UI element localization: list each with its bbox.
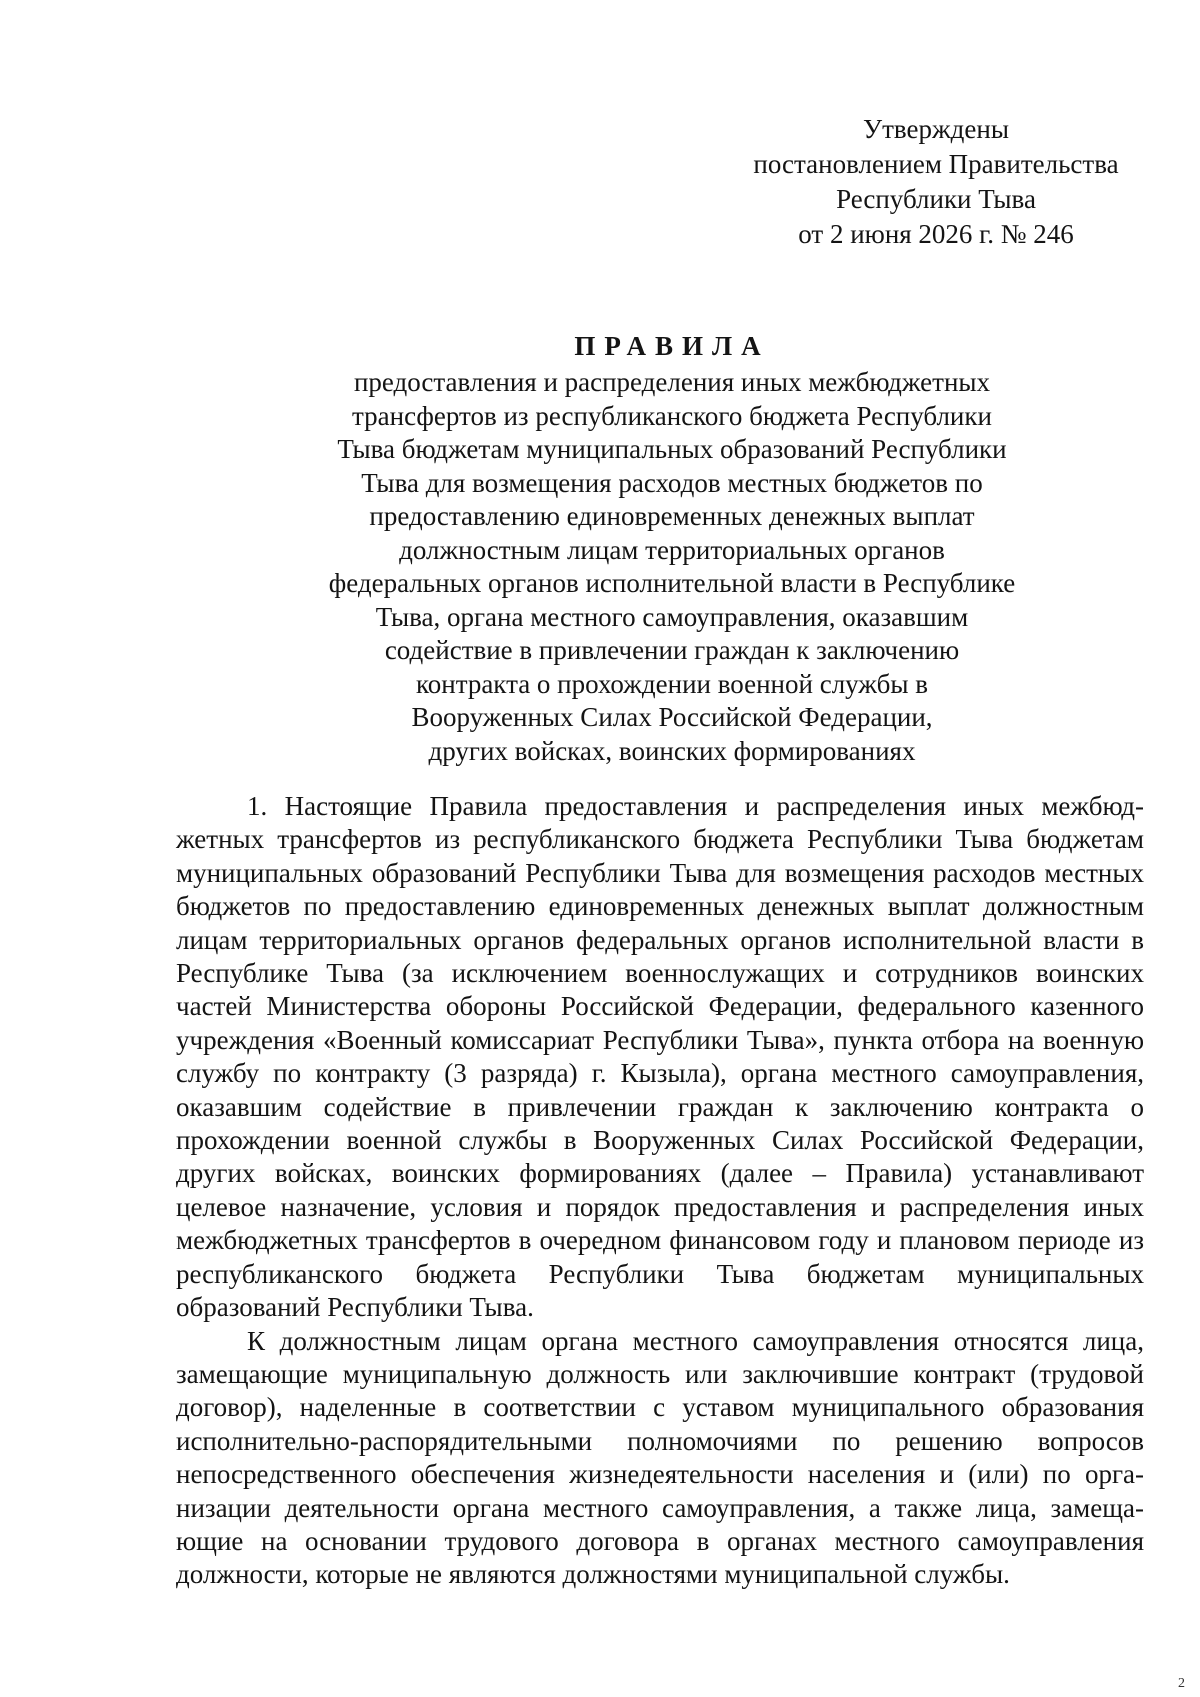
subtitle-line: Вооруженных Силах Российской Федерации,	[411, 702, 933, 732]
subtitle-line: Тыва для возмещения расходов местных бюджетов по	[361, 467, 983, 498]
subtitle-line: контракта о прохождении военной службы в	[416, 668, 928, 699]
subtitle-line: трансфертов из республиканского бюджета Республики	[352, 400, 992, 431]
subtitle-line: Тыва бюджетам муниципальных образований Республики	[337, 434, 1007, 464]
paragraph-2: К должностным лицам органа местного самоуправления относятся лица, замещающие муниципальную должность или заключившие контракт (трудовой договор), наделенные в соответствии с уставом муниципального образования исполнительно-распорядительными полномочиями по решению вопросов непосредственного обеспечения жизнедеятельности населения и (или) по организации деятельности органа местного самоуправления, а также лица, замещающие на основании трудового договора в органах местного самоуправления должности, которые не являются должностями муниципальной службы.	[176, 1325, 1144, 1590]
approval-line-1: Утверждены	[863, 114, 1009, 144]
approval-line-2: постановлением Правительства	[753, 149, 1119, 179]
approval-line-4: от 2 июня 2026 г. № 246	[798, 219, 1074, 249]
paragraph-1: 1. Настоящие Правила предоставления и распределения иных межбюджетных трансфертов из республиканского бюджета Республики Тыва бюджетам муниципальных образований Республики Тыва для возмещения расходов местных бюджетов по предоставлению единовременных денежных выплат должностным лицам территориальных органов федеральных органов исполнительной власти в Республике Тыва (за исключением военнослужащих и сотрудников воинских частей Министерства обороны Российской Федерации, федерального казенного учреждения «Военный комиссариат Республики Тыва», пункта отбора на военную службу по контракту (3 разряда) г. Кызыла), органа местного самоуправления, оказавшим содействие в привлечении граждан к заключению контракта о прохождении военной службы в Вооруженных Силах Российской Федерации, других войсках, воинских формированиях (далее – Правила) устанавливают целевое назначение, условия и порядок предоставления и распределения иных межбюджетных трансфертов в очередном финансовом году и плановом периоде из республиканского бюджета Республики Тыва бюджетам муниципальных образований Республики Тыва.	[176, 791, 1144, 1323]
approval-block	[736, 112, 1136, 252]
page-number: 2	[1178, 1676, 1185, 1691]
document-heading: ПРАВИЛА	[574, 331, 770, 361]
subtitle-line: предоставлению единовременных денежных выплат	[369, 501, 975, 531]
subtitle-line: содействие в привлечении граждан к заключению	[384, 635, 960, 665]
subtitle-line: предоставления и распределения иных межбюджетных	[353, 367, 991, 397]
document-body	[176, 790, 1144, 1592]
approval-line-3: Республики Тыва	[836, 184, 1036, 214]
subtitle-line: других войсках, воинских формированиях	[428, 735, 916, 766]
subtitle-line: федеральных органов исполнительной власти в Республике	[328, 568, 1016, 598]
subtitle-line: должностным лицам территориальных органов	[399, 534, 945, 565]
subtitle-line: Тыва, органа местного самоуправления, оказавшим	[375, 601, 969, 632]
document-subtitle	[262, 366, 1082, 768]
